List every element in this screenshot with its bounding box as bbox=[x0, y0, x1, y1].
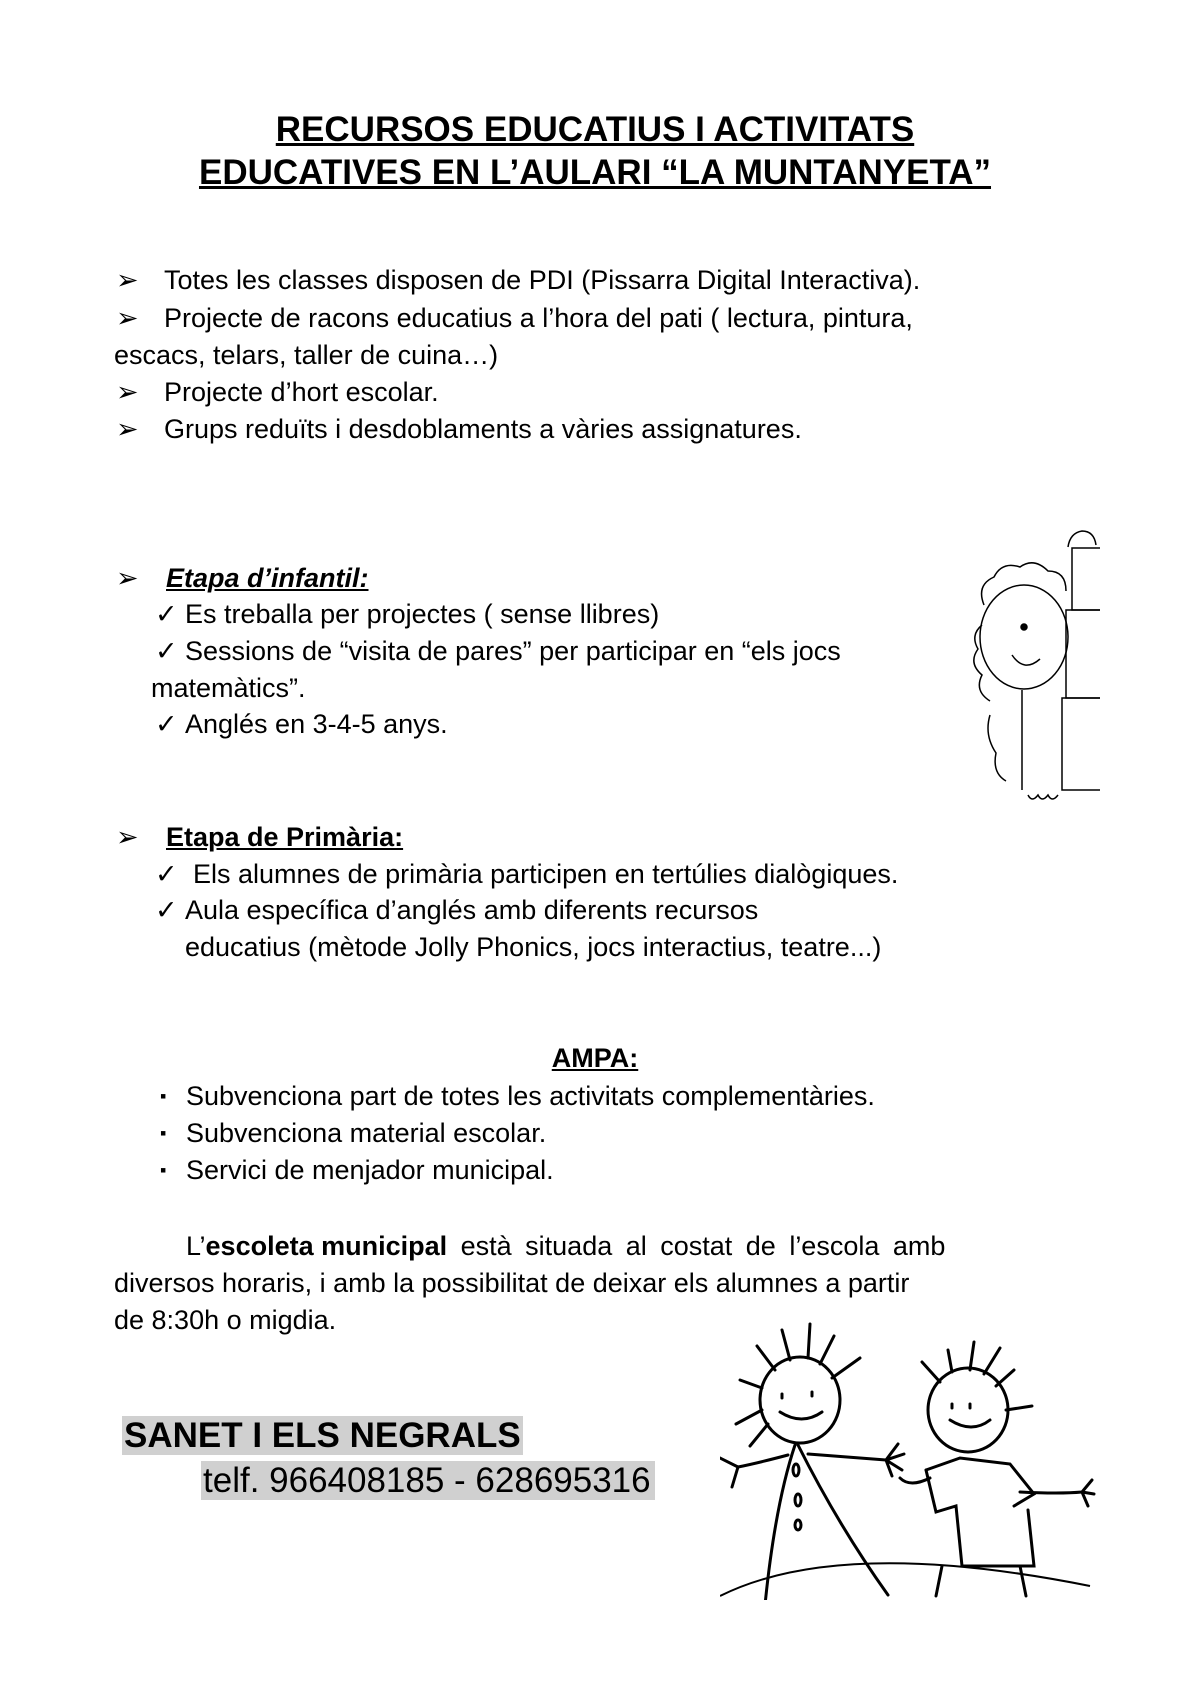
contact-phone-text: telf. 966408185 - 628695316 bbox=[201, 1461, 655, 1500]
list-item bbox=[116, 374, 439, 411]
escoleta-paragraph-line1 bbox=[186, 1228, 945, 1265]
list-item bbox=[155, 706, 448, 743]
arrow-bullet-icon: ➢ bbox=[116, 563, 139, 593]
square-bullet-icon: ▪ bbox=[160, 1160, 167, 1180]
list-item bbox=[160, 1152, 554, 1189]
list-item-text: Subvenciona part de totes les activitats complementàries. bbox=[186, 1081, 875, 1111]
check-icon: ✓ bbox=[155, 599, 178, 629]
list-item-text: Els alumnes de primària participen en tertúlies dialògiques. bbox=[193, 859, 899, 889]
square-bullet-icon: ▪ bbox=[160, 1123, 167, 1143]
document-title-line1: RECURSOS EDUCATIUS I ACTIVITATS bbox=[275, 110, 915, 149]
text: L’ bbox=[186, 1231, 206, 1261]
list-item bbox=[155, 633, 841, 670]
document-title-line2: EDUCATIVES EN L’AULARI “LA MUNTANYETA” bbox=[198, 153, 992, 192]
list-item bbox=[116, 411, 802, 448]
list-item-text: Aula específica d’anglés amb diferents recursos bbox=[185, 895, 759, 925]
list-item-text: Projecte de racons educatius a l’hora del pati ( lectura, pintura, bbox=[164, 303, 913, 333]
list-item bbox=[155, 596, 659, 633]
escoleta-bold: escoleta municipal bbox=[205, 1231, 448, 1261]
check-icon: ✓ bbox=[155, 859, 178, 889]
list-item-continuation: educatius (mètode Jolly Phonics, jocs interactius, teatre...) bbox=[185, 932, 882, 962]
list-item-text: Es treballa per projectes ( sense llibres) bbox=[185, 599, 660, 629]
girl-blocks-illustration bbox=[960, 515, 1100, 815]
list-item bbox=[160, 1078, 875, 1115]
escoleta-paragraph-line2: diversos horaris, i amb la possibilitat de deixar els alumnes a partir bbox=[114, 1268, 910, 1298]
heading-text: Etapa de Primària: bbox=[166, 822, 404, 852]
list-item-text: Grups reduïts i desdoblaments a vàries assignatures. bbox=[164, 414, 802, 444]
arrow-bullet-icon: ➢ bbox=[116, 822, 139, 852]
section-heading-infantil bbox=[116, 560, 369, 597]
contact-place-text: SANET I ELS NEGRALS bbox=[124, 1416, 521, 1455]
arrow-bullet-icon: ➢ bbox=[116, 414, 139, 444]
arrow-bullet-icon: ➢ bbox=[116, 265, 139, 295]
heading-text: Etapa d’infantil: bbox=[166, 563, 369, 593]
arrow-bullet-icon: ➢ bbox=[116, 377, 139, 407]
check-icon: ✓ bbox=[155, 636, 178, 666]
list-item bbox=[160, 1115, 546, 1152]
escoleta-paragraph-line3: de 8:30h o migdia. bbox=[114, 1305, 337, 1335]
text: està situada al costat de l’escola amb bbox=[447, 1231, 946, 1261]
list-item-text: Servici de menjador municipal. bbox=[186, 1155, 554, 1185]
check-icon: ✓ bbox=[155, 709, 178, 739]
list-item-text: Subvenciona material escolar. bbox=[186, 1118, 547, 1148]
list-item bbox=[116, 300, 913, 337]
list-item-continuation: escacs, telars, taller de cuina…) bbox=[114, 340, 499, 370]
square-bullet-icon: ▪ bbox=[160, 1086, 167, 1106]
list-item-continuation: matemàtics”. bbox=[151, 673, 306, 703]
arrow-bullet-icon: ➢ bbox=[116, 303, 139, 333]
list-item bbox=[116, 262, 920, 299]
list-item-text: Anglés en 3-4-5 anys. bbox=[185, 709, 448, 739]
list-item-text: Projecte d’hort escolar. bbox=[164, 377, 439, 407]
contact-phone bbox=[201, 1459, 655, 1503]
section-heading-ampa: AMPA: bbox=[551, 1043, 639, 1073]
list-item bbox=[155, 892, 758, 929]
check-icon: ✓ bbox=[155, 895, 178, 925]
list-item bbox=[155, 856, 898, 893]
list-item-text: Totes les classes disposen de PDI (Pissarra Digital Interactiva). bbox=[164, 265, 921, 295]
section-heading-primaria bbox=[116, 819, 403, 856]
children-holding-hands-illustration bbox=[720, 1300, 1100, 1600]
contact-place bbox=[122, 1414, 523, 1458]
list-item-text: Sessions de “visita de pares” per participar en “els jocs bbox=[185, 636, 841, 666]
